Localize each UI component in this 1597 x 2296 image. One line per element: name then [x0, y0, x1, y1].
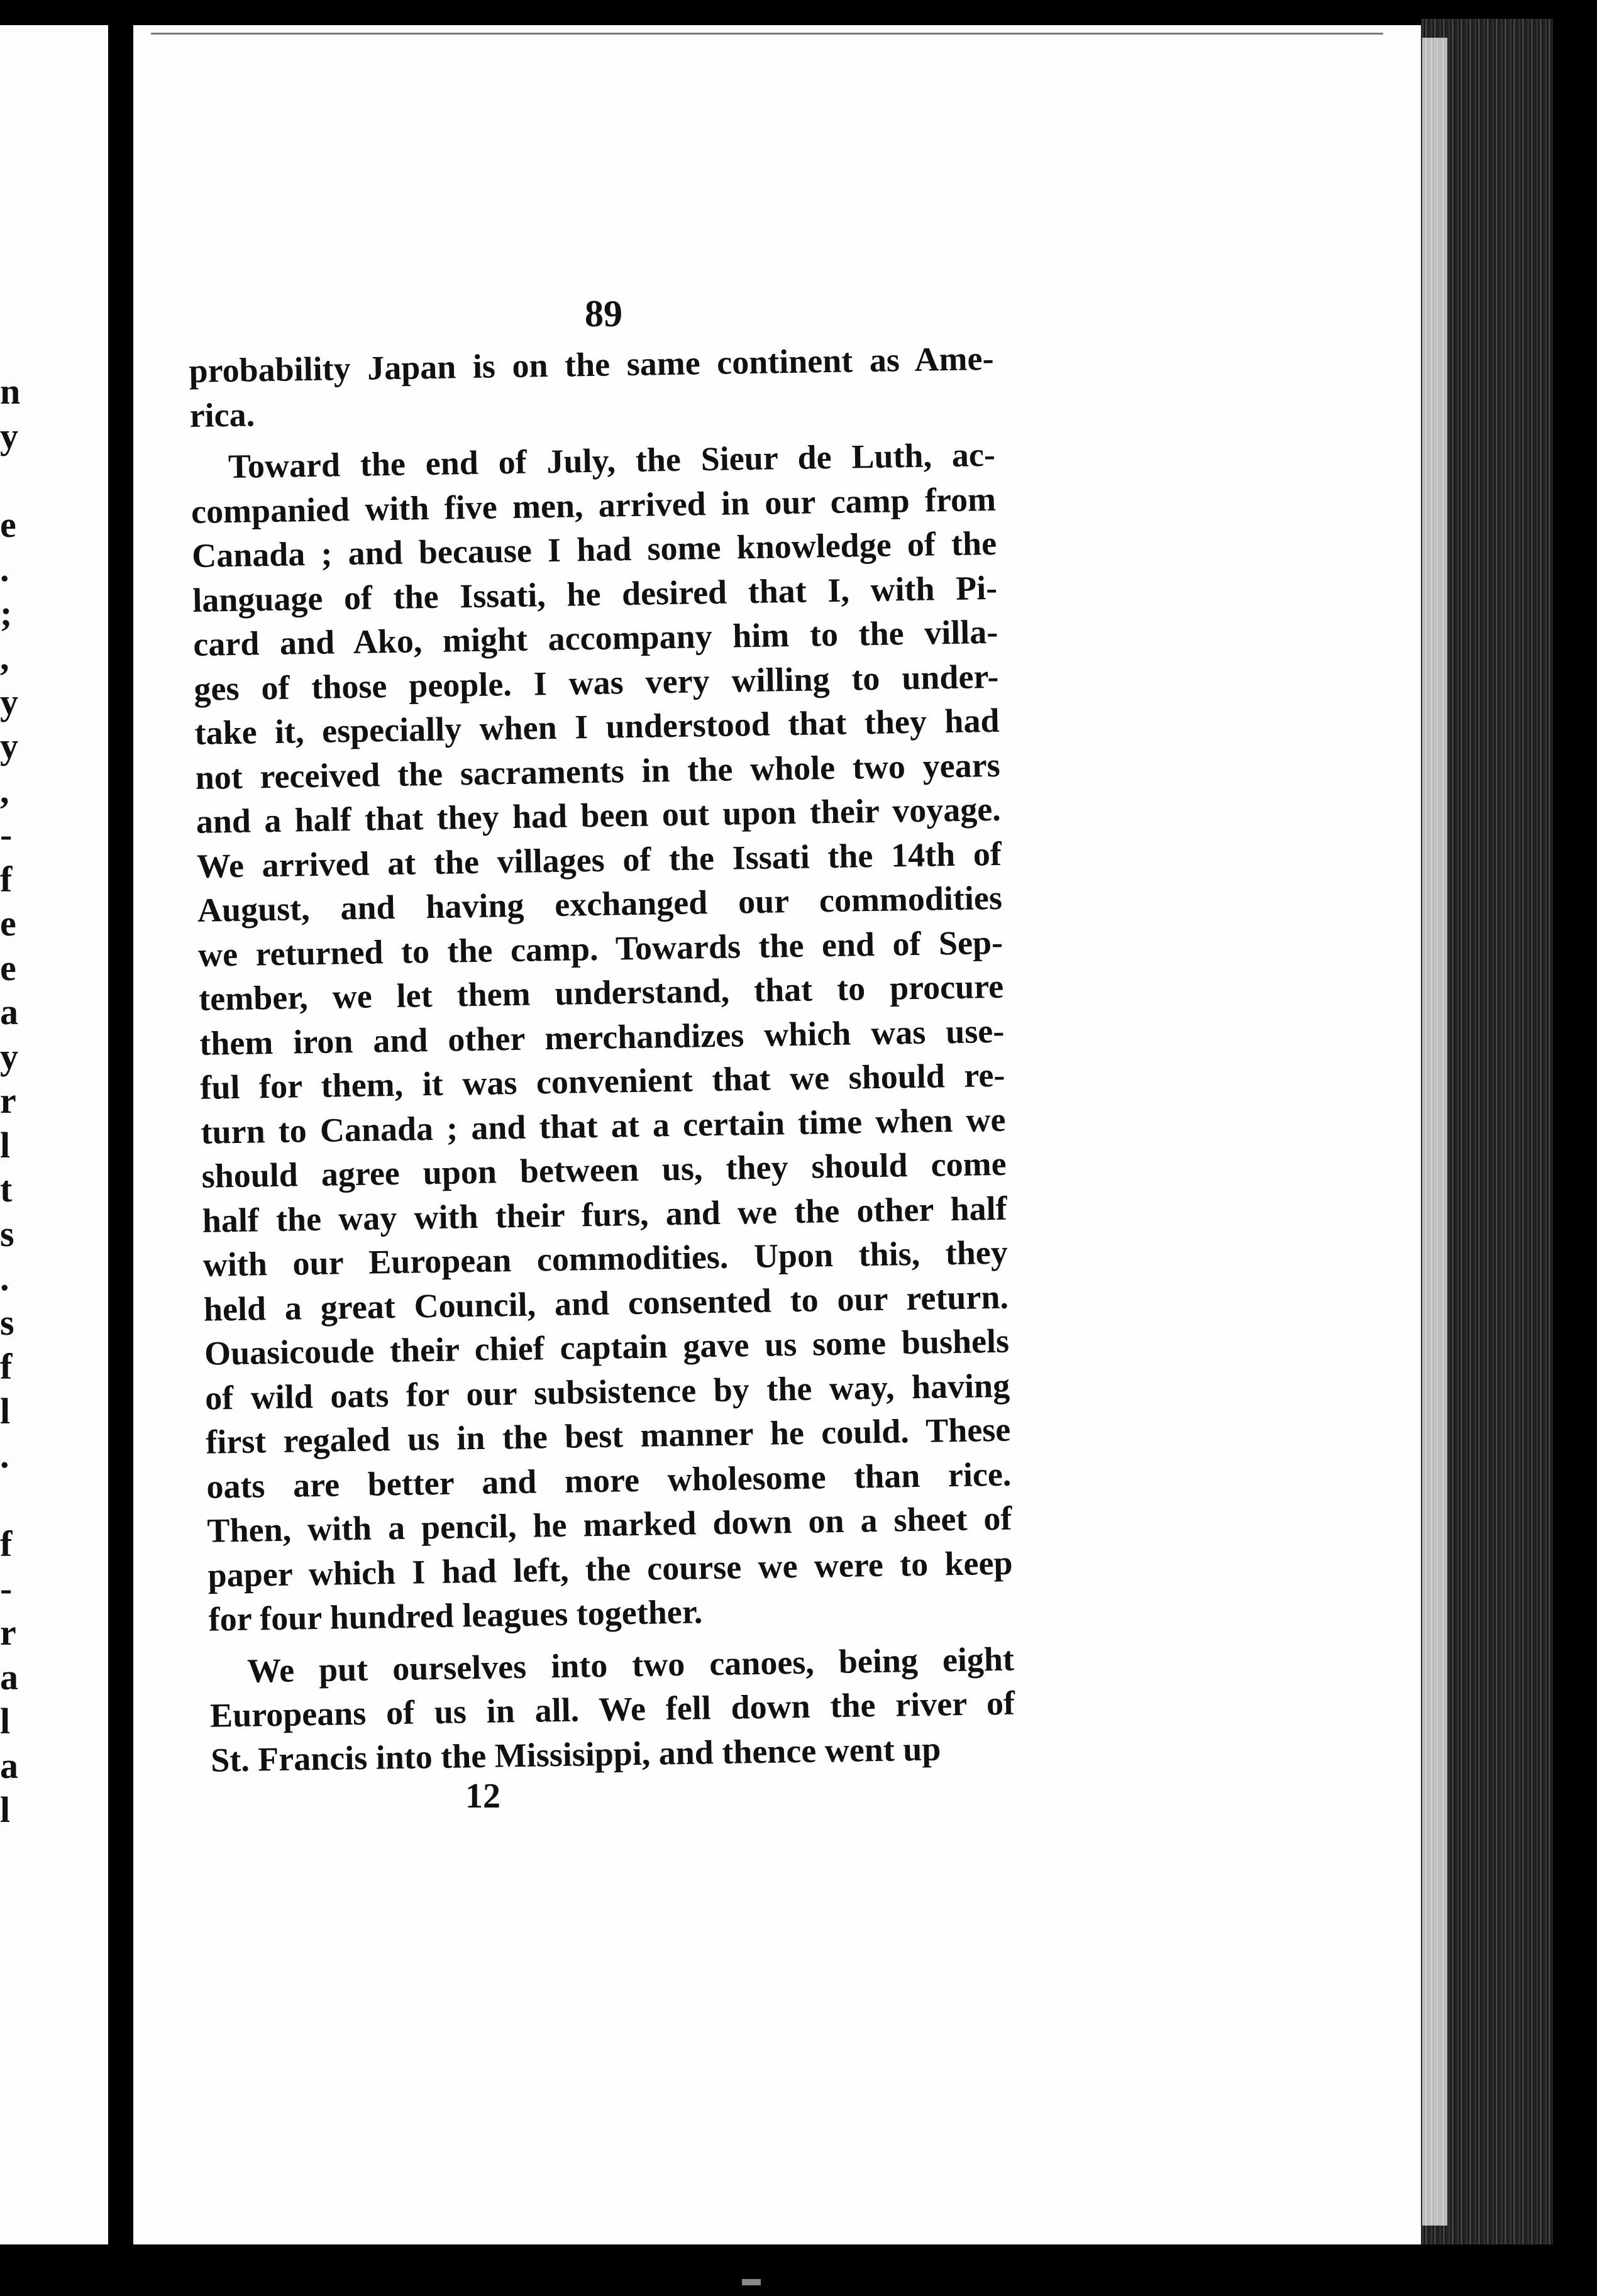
left-page-fragment: s: [0, 1213, 14, 1254]
text-line: with our European commodities. Upon this, they: [202, 1233, 1008, 1284]
left-page-fragment: e: [0, 504, 16, 545]
left-page-fragment: a: [0, 1656, 18, 1697]
text-line: tember, we let them understand, that to procure: [198, 967, 1004, 1018]
text-line: half the way with their furs, and we the other half: [202, 1189, 1008, 1240]
left-page-fragment: -: [0, 1567, 13, 1609]
left-page-fragment: -: [0, 814, 13, 855]
left-page-fragment: l: [0, 1701, 11, 1741]
page-top-edge-line: [151, 33, 1383, 35]
text-line: turn to Canada ; and that at a certain time when we: [201, 1100, 1006, 1151]
text-line: August, and having exchanged our commodities: [197, 878, 1003, 929]
text-line: not received the sacraments in the whole two years: [195, 746, 1001, 797]
text-line: Then, with a pencil, he marked down on a sheet of: [207, 1499, 1012, 1550]
text-line: St. Francis into the Missisippi, and thence went up: [210, 1729, 941, 1779]
left-page-fragment: a: [0, 991, 18, 1032]
left-page-edge: [0, 25, 108, 2244]
text-line: first regaled us in the best manner he could. These: [205, 1410, 1011, 1461]
left-page-fragment: n: [0, 371, 21, 412]
left-page-fragment: y: [0, 1035, 18, 1077]
text-line: Canada ; and because I had some knowledge of the: [191, 524, 997, 575]
left-page-fragment: r: [0, 1080, 16, 1121]
left-page-fragment: t: [0, 1169, 13, 1210]
text-line: paper which I had left, the course we were to keep: [207, 1543, 1013, 1594]
left-page-fragment: l: [0, 1789, 11, 1830]
left-page-fragment: f: [0, 858, 13, 900]
text-line: companied with five men, arrived in our camp from: [191, 480, 997, 531]
text-line: oats are better and more wholesome than rice.: [206, 1455, 1012, 1506]
signature-mark: 12: [465, 1777, 500, 1816]
left-page-fragment: ;: [0, 592, 13, 634]
left-page-fragment: ,: [0, 770, 9, 811]
left-page-fragment: ,: [0, 637, 9, 678]
page-number: 89: [585, 293, 622, 334]
text-line: Ouasicoude their chief captain gave us some bushels: [204, 1322, 1010, 1372]
left-page-fragment: l: [0, 1124, 11, 1166]
text-line: Toward the end of July, the Sieur de Luth, ac-: [228, 435, 996, 486]
left-page-fragment: f: [0, 1346, 13, 1387]
left-page-fragment: [0, 458, 25, 503]
text-line: ful for them, it was convenient that we should re-: [199, 1056, 1005, 1107]
scan-artifact: [742, 2279, 761, 2285]
text-line: for four hundred leagues together.: [208, 1592, 703, 1638]
text-line: Europeans of us in all. We fell down the river of: [209, 1684, 1015, 1735]
text-line: and a half that they had been out upon their voyage.: [196, 790, 1002, 841]
fore-edge-highlight: [1422, 38, 1447, 2226]
left-page-fragment: y: [0, 726, 18, 766]
text-line: ges of those people. I was very willing to under-: [194, 657, 999, 708]
text-line: them iron and other merchandizes which was use-: [199, 1012, 1005, 1062]
text-line: held a great Council, and consented to our return.: [203, 1278, 1009, 1328]
body-text: [189, 336, 1016, 1782]
left-page-fragment: l: [0, 1390, 11, 1432]
left-page-fragments: [0, 370, 25, 1833]
text-line: of wild oats for our subsistence by the way, having: [204, 1366, 1010, 1417]
text-line: language of the Issati, he desired that I, with Pi-: [192, 568, 998, 619]
text-line: rica.: [189, 395, 255, 434]
text-line: card and Ako, might accompany him to the villa-: [192, 612, 998, 663]
left-page-fragment: e: [0, 947, 16, 988]
left-page-fragment: s: [0, 1301, 14, 1343]
text-line: take it, especially when I understood that they had: [194, 701, 1000, 752]
text-line: probability Japan is on the same continent as Ame-: [189, 339, 994, 390]
left-page-fragment: f: [0, 1523, 13, 1564]
left-page-fragment: .: [0, 1257, 9, 1298]
text-line: should agree upon between us, they should come: [201, 1144, 1007, 1195]
text-line: We arrived at the villages of the Issati the 14th of: [196, 834, 1002, 885]
left-page-fragment: y: [0, 681, 18, 722]
left-page-fragment: e: [0, 903, 16, 944]
left-page-fragment: [0, 1478, 25, 1523]
left-page-fragment: .: [0, 1435, 9, 1476]
left-page-fragment: y: [0, 415, 18, 456]
text-line: we returned to the camp. Towards the end of Sep-: [197, 923, 1003, 974]
left-page-fragment: a: [0, 1745, 18, 1786]
left-page-fragment: .: [0, 548, 9, 589]
left-page-fragment: r: [0, 1612, 16, 1653]
text-line: We put ourselves into two canoes, being eight: [246, 1640, 1015, 1690]
